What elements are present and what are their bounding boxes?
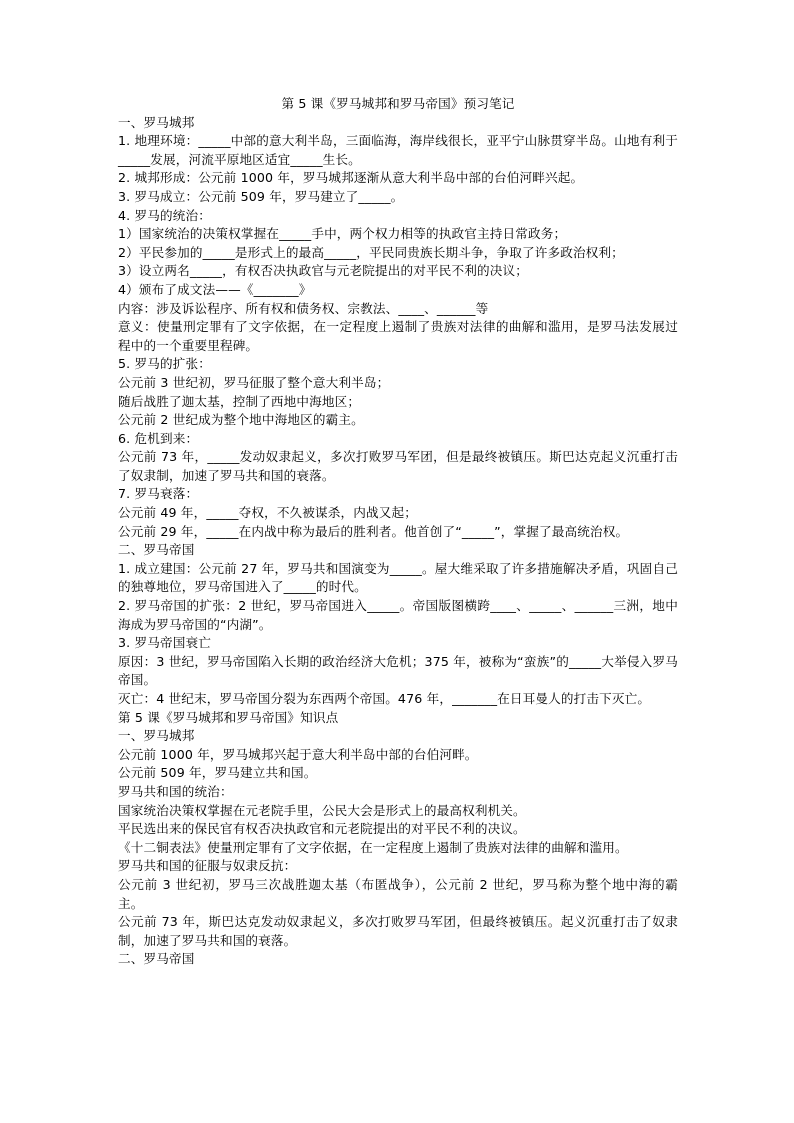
text-line: 3. 罗马成立：公元前 509 年，罗马建立了_____。	[118, 188, 404, 204]
text-line: 1）国家统治的决策权掌握在_____手中，两个权力相等的执政官主持日常政务；	[118, 226, 567, 242]
text-line: 公元前 1000 年，罗马城邦兴起于意大利半岛中部的台伯河畔。	[118, 746, 478, 762]
text-line: 7. 罗马衰落：	[118, 486, 199, 502]
text-line: 6. 危机到来：	[118, 430, 199, 446]
text-line: 国家统治决策权掌握在元老院手里，公民大会是形式上的最高权利机关。	[118, 802, 526, 818]
text-line: 5. 罗马的扩张：	[118, 356, 211, 372]
text-line: 原因：3 世纪，罗马帝国陷入长期的政治经济大危机；375 年，被称为“蛮族”的_____大举侵入罗马帝国。	[118, 653, 678, 688]
text-line: 第 5 课《罗马城邦和罗马帝国》知识点	[118, 709, 339, 725]
text-line: 一、罗马城邦	[118, 728, 195, 744]
text-line: 平民选出来的保民官有权否决执政官和元老院提出的对平民不利的决议。	[118, 821, 526, 837]
text-line: 公元前 3 世纪初，罗马三次战胜迦太基（布匿战争），公元前 2 世纪，罗马称为整个地中海的霸主。	[118, 876, 678, 911]
text-line: 公元前 73 年，_____发动奴隶起义，多次打败罗马军团，但是最终被镇压。斯巴达克起义沉重打击了奴隶制，加速了罗马共和国的衰落。	[118, 449, 678, 483]
text-line: 4. 罗马的统治：	[118, 207, 211, 223]
text-line: 灭亡：4 世纪末，罗马帝国分裂为东西两个帝国。476 年，_______在日耳曼人的打击下灭亡。	[118, 691, 651, 706]
document-title: 第 5 课《罗马城邦和罗马帝国》预习笔记	[281, 96, 515, 111]
text-line: 公元前 509 年，罗马建立共和国。	[118, 765, 317, 781]
text-line: 一、罗马城邦	[118, 114, 195, 130]
text-line: 随后战胜了迦太基，控制了西地中海地区；	[118, 393, 361, 409]
text-line: 公元前 3 世纪初，罗马征服了整个意大利半岛；	[118, 374, 390, 390]
text-line: 公元前 73 年，斯巴达克发动奴隶起义，多次打败罗马军团，但最终被镇压。起义沉重打击了奴隶制，加速了罗马共和国的衰落。	[118, 914, 678, 948]
text-line: 《十二铜表法》使量刑定罪有了文字依据，在一定程度上遏制了贵族对法律的曲解和滥用。	[118, 839, 628, 855]
document-page	[118, 95, 678, 969]
text-line: 3）设立两名_____，有权否决执政官与元老院提出的对平民不利的决议；	[118, 263, 528, 279]
text-line: 罗马共和国的统治：	[118, 783, 233, 799]
text-line: 罗马共和国的征服与奴隶反抗：	[118, 858, 297, 874]
text-line: 1. 成立建国：公元前 27 年，罗马共和国演变为_____。屋大维采取了许多措施解决矛盾，巩固自己的独尊地位，罗马帝国进入了_____的时代。	[118, 560, 678, 595]
text-line: 2. 罗马帝国的扩张：2 世纪，罗马帝国进入_____。帝国版图横跨____、_____、______三洲，地中海成为罗马帝国的“内湖”。	[118, 598, 678, 632]
document-body	[118, 114, 678, 969]
text-line: 内容：涉及诉讼程序、所有权和债务权、宗教法、____、______等	[118, 300, 489, 316]
text-line: 2）平民参加的_____是形式上的最高_____，平民同贵族长期斗争，争取了许多政治权利；	[118, 244, 624, 260]
text-line: 2. 城邦形成：公元前 1000 年，罗马城邦逐渐从意大利半岛中部的台伯河畔兴起。	[118, 170, 584, 186]
text-line: 公元前 29 年，_____在内战中称为最后的胜利者。他首创了“_____”，掌握了最高统治权。	[118, 523, 629, 539]
text-line: 二、罗马帝国	[118, 542, 195, 558]
text-line: 二、罗马帝国	[118, 951, 195, 967]
text-line: 3. 罗马帝国衰亡	[118, 635, 211, 651]
text-line: 意义：使量刑定罪有了文字依据，在一定程度上遏制了贵族对法律的曲解和滥用，是罗马法发展过程中的一个重要里程碑。	[118, 319, 678, 353]
text-line: 4）颁布了成文法——《_______》	[118, 281, 312, 297]
text-line: 公元前 49 年，_____夺权，不久被谋杀，内战又起；	[118, 505, 417, 521]
text-line: 公元前 2 世纪成为整个地中海地区的霸主。	[118, 412, 364, 428]
text-line: 1. 地理环境：_____中部的意大利半岛，三面临海，海岸线很长，亚平宁山脉贯穿半岛。山地有利于_____发展，河流平原地区适宜_____生长。	[118, 133, 678, 167]
